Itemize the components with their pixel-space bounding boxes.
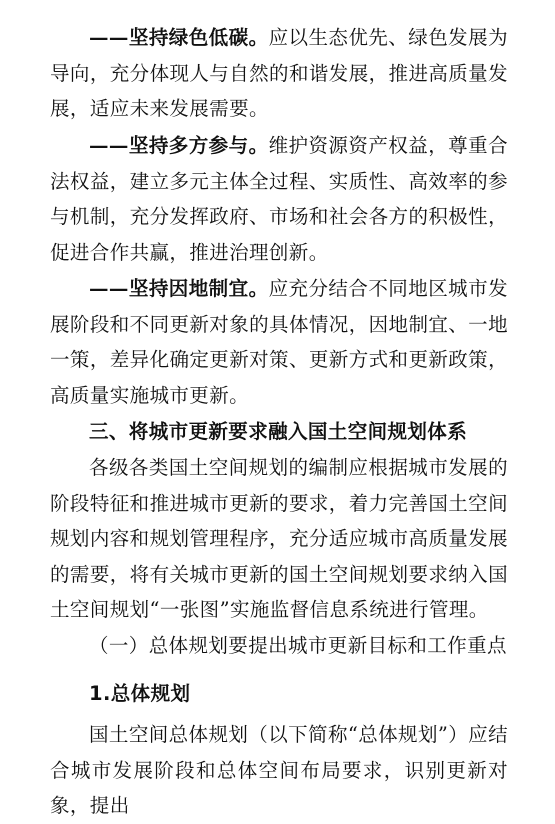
principle-text: 应以生态优先、绿色发展为导向，充分体现人与自然的和谐发展，推进高质量发展，适应未来发展需要。 bbox=[50, 26, 508, 120]
item-heading: 1.总体规划 bbox=[89, 682, 191, 705]
principle-lead: ——坚持因地制宜。 bbox=[89, 277, 269, 300]
section-heading: 三、将城市更新要求融入国土空间规划体系 bbox=[89, 420, 468, 443]
item-body: 国土空间总体规划（以下简称“总体规划”）应结合城市发展阶段和总体空间布局要求，识别更新对象，提出 bbox=[50, 723, 508, 817]
principle-text: 维护资源资产权益，尊重合法权益，建立多元主体全过程、实质性、高效率的参与机制，充分发挥政府、市场和社会各方的积极性，促进合作共赢，推进治理创新。 bbox=[50, 134, 508, 264]
subsection-heading: （一）总体规划要提出城市更新目标和工作重点 bbox=[89, 634, 507, 657]
principle-text: 应充分结合不同地区城市发展阶段和不同更新对象的具体情况，因地制宜、一地一策，差异化确定更新对策、更新方式和更新政策，高质量实施城市更新。 bbox=[50, 277, 508, 407]
section-body: 各级各类国土空间规划的编制应根据城市发展的阶段特征和推进城市更新的要求，着力完善国土空间规划内容和规划管理程序，充分适应城市高质量发展的需要，将有关城市更新的国土空间规划要求纳入国土空间规划“一张图”实施监督信息系统进行管理。 bbox=[50, 456, 508, 621]
principle-lead: ——坚持多方参与。 bbox=[89, 134, 269, 157]
principle-multi-party bbox=[50, 128, 508, 270]
principle-lead: ——坚持绿色低碳。 bbox=[89, 26, 269, 49]
principle-local-conditions bbox=[50, 271, 508, 413]
principle-green-low-carbon bbox=[50, 20, 508, 127]
